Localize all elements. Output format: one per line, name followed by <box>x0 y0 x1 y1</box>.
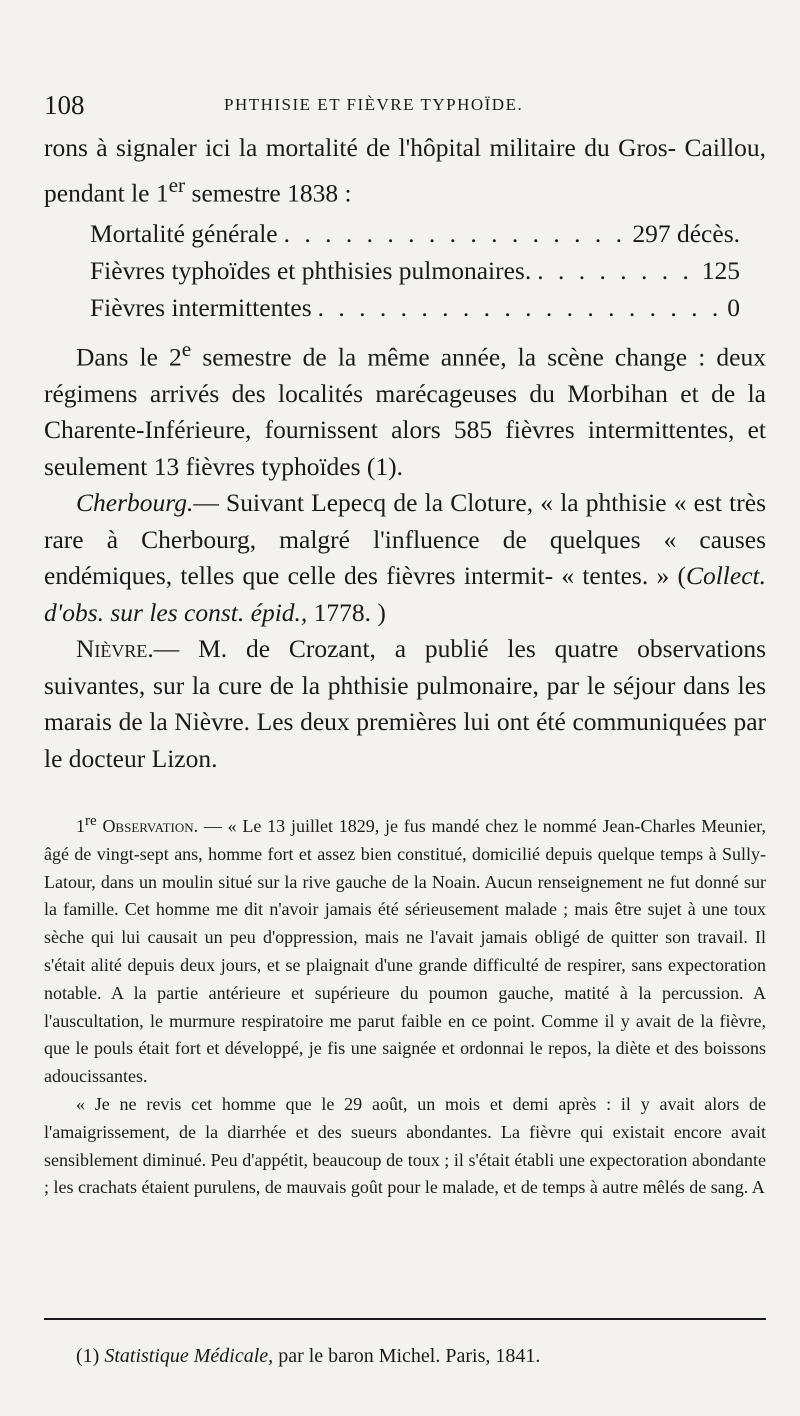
cherbourg-paragraph <box>44 485 766 631</box>
footnote-rest: par le baron Michel. Paris, 1841. <box>273 1345 541 1367</box>
second-semester-b: semestre de la même année, la scène change : deux régimens arrivés des localités marécageuses du Morbihan et de la Charente-Inférieure, fournissent alors 585 fièvres intermittentes, et seulement 13 fièvres typhoïdes (1). <box>44 342 766 481</box>
intro-superscript: er <box>168 172 186 197</box>
footnote <box>76 1342 766 1370</box>
cherbourg-end: 1778. ) <box>307 597 386 627</box>
leader-dots <box>537 253 696 290</box>
cherbourg-place: Cherbourg. <box>76 488 194 517</box>
footnote-rule <box>44 1318 766 1320</box>
page-header <box>44 90 764 126</box>
observation-number-superscript: re <box>85 813 97 829</box>
footnote-work: Statistique Médicale, <box>104 1345 274 1367</box>
intro-line-2b: semestre 1838 : <box>185 178 352 207</box>
tally-label: Mortalité générale <box>90 218 278 248</box>
intro-paragraph <box>44 130 766 212</box>
running-title: PHTHISIE ET FIÈVRE TYPHOÏDE. <box>224 95 524 114</box>
tally-row <box>90 253 740 290</box>
second-semester-superscript: e <box>181 336 192 361</box>
cherbourg-text: — Suivant Lepecq de la Cloture, « la phthisie « est très rare à Cherbourg, malgré l'influence de quelques « causes endémiques, telles que celle des fièvres intermit- « tentes. » ( <box>44 488 766 590</box>
footnote-marker: (1) <box>76 1345 100 1367</box>
tally-row <box>90 290 740 327</box>
nievre-paragraph <box>44 631 766 777</box>
tally-value: 0 <box>727 292 740 322</box>
main-text <box>44 130 766 777</box>
page-number: 108 <box>44 90 85 120</box>
second-semester-paragraph <box>44 331 766 486</box>
tally-label: Fièvres typhoïdes et phthisies pulmonaires. <box>90 255 532 285</box>
leader-dots <box>284 216 627 253</box>
observation-text-1: — « Le 13 juillet 1829, je fus mandé chez le nommé Jean-Charles Meunier, âgé de vingt-sept ans, homme fort et assez bien constitué, domicilié depuis quelque temps à Sully-Latour, dans un moulin situé sur la rive gauche de la Noain. Aucun renseignement ne fut donné sur la famille. Cet homme me dit n'avoir jamais été sérieusement malade ; mais être sujet à une toux sèche qui lui causait un peu d'oppression, mais ne l'avait jamais obligé de quitter son travail. Il s'était alité depuis deux jours, et se plaignait d'une grande difficulté de respirer, sans expectoration notable. A la partie antérieure et supérieure du poumon gauche, matité à la percussion. A l'auscultation, le murmure respiratoire me parut faible en ce point. Comme il y avait de la fièvre, que le pouls était fort et développé, je fis une saignée et ordonnai le repos, la diète et des boissons adoucissantes. <box>44 816 767 1087</box>
nievre-text: — M. de Crozant, a publié les quatre observations suivantes, sur la cure de la phthisie pulmonaire, par le séjour dans les marais de la Nièvre. Les deux premières lui ont été communiquées par le docteur Lizon. <box>44 634 766 773</box>
observation-section <box>44 808 766 1202</box>
observation-heading: Observation. <box>102 816 199 836</box>
observation-number: 1 <box>76 816 85 836</box>
observation-paragraph-1 <box>44 808 766 1091</box>
observation-text-2: « Je ne revis cet homme que le 29 août, un mois et demi après : il y avait alors de l'amaigrissement, de la diarrhée et des sueurs abondantes. La fièvre qui existait encore avait sensiblement diminué. Peu d'appétit, beaucoup de toux ; il s'était établi une expectoration abondante ; les crachats étaient purulens, de mauvais goût pour le malade, et de temps à autre mêlés de sang. A <box>44 1093 766 1198</box>
observation-paragraph-2 <box>44 1091 766 1202</box>
cherbourg-citation: Collect. d'obs. sur les const. épid., <box>44 561 766 627</box>
tally-value: 297 décès. <box>632 218 740 248</box>
second-semester-a: Dans le 2 <box>76 342 182 371</box>
nievre-place: Nièvre. <box>76 634 154 663</box>
intro-line-1: rons à signaler ici la mortalité de l'hôpital militaire du Gros- <box>44 133 677 162</box>
tally-label: Fièvres intermittentes <box>90 292 312 322</box>
tally-value: 125 <box>701 255 740 285</box>
tally-row <box>90 216 740 253</box>
mortality-tally <box>90 216 740 327</box>
intro-line-2a: Caillou, pendant le 1 <box>44 133 766 207</box>
leader-dots <box>318 290 722 327</box>
